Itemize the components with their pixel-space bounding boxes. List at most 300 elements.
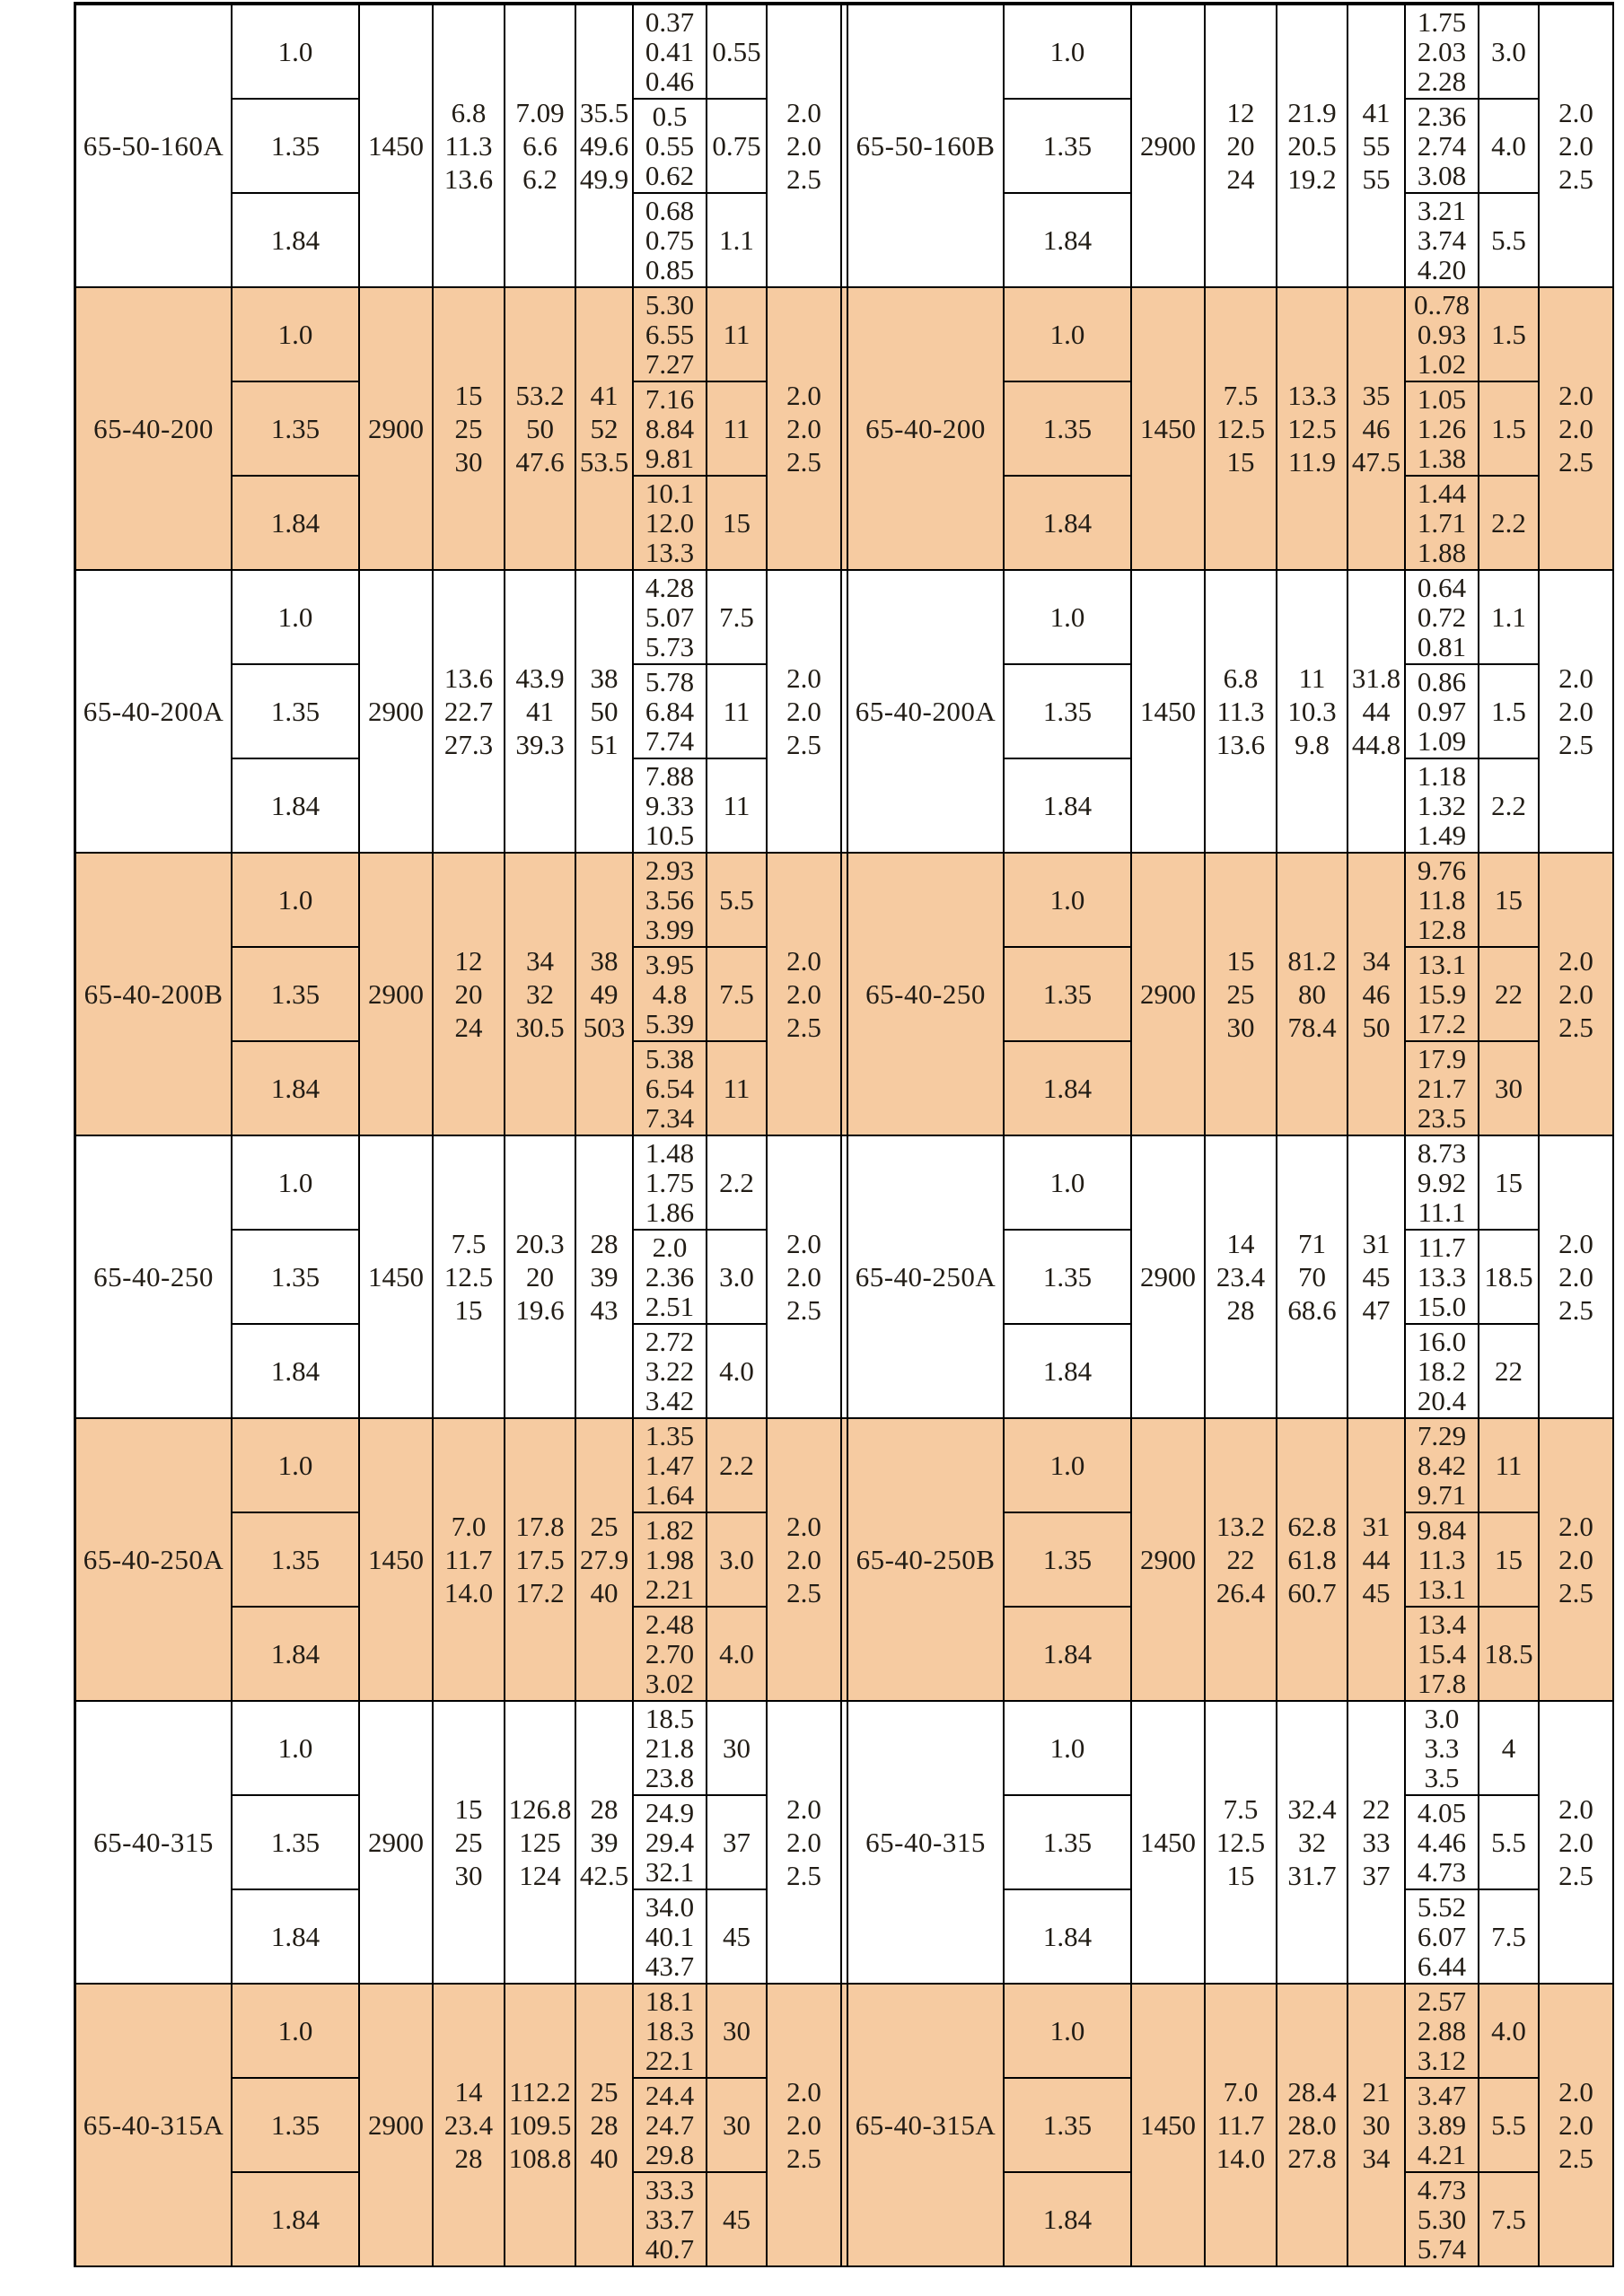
- power-value: 2.93: [645, 854, 695, 886]
- power-value: 17.2: [1417, 1008, 1467, 1039]
- power-cell: [634, 759, 707, 854]
- model-cell: 65-50-160A: [76, 5, 233, 288]
- eff-cell: [1348, 1136, 1406, 1419]
- power-value: 11.3: [1418, 1544, 1466, 1575]
- coeff-cell: 1.84: [233, 1325, 360, 1419]
- motor-cell: 18.5: [1479, 1608, 1540, 1702]
- npsh-value: 2.5: [786, 1012, 821, 1043]
- coeff-cell: 1.84: [1005, 2173, 1132, 2267]
- power-value: 2.57: [1417, 1985, 1467, 2017]
- npsh-value: 2.5: [786, 1577, 821, 1608]
- head-value: 12.5: [1287, 413, 1337, 444]
- power-cell: [1406, 1325, 1479, 1419]
- head-cell: [1277, 1419, 1348, 1702]
- flow-value: 20: [1226, 130, 1255, 162]
- power-value: 33.7: [645, 2204, 695, 2235]
- eff-value: 35: [1362, 380, 1391, 411]
- head-value: 27.8: [1287, 2143, 1337, 2174]
- power-value: 4.20: [1417, 254, 1467, 285]
- eff-cell: [576, 1702, 634, 1985]
- motor-cell: 45: [707, 1890, 768, 1985]
- npsh-value: 2.0: [786, 2076, 821, 2108]
- power-value: 0.5: [652, 101, 688, 132]
- flow-value: 11.7: [444, 1544, 493, 1575]
- npsh-value: 2.0: [1558, 1511, 1593, 1542]
- power-value: 33.3: [645, 2174, 695, 2205]
- eff-value: 46: [1362, 413, 1391, 444]
- power-value: 11.7: [1418, 1231, 1466, 1263]
- flow-value: 13.2: [1216, 1511, 1266, 1542]
- power-value: 7.29: [1417, 1420, 1467, 1451]
- motor-cell: 2.2: [707, 1136, 768, 1231]
- head-value: 32: [526, 978, 554, 1010]
- coeff-cell: 1.0: [233, 1419, 360, 1513]
- power-value: 4.21: [1417, 2139, 1467, 2170]
- flow-cell: [1206, 1136, 1277, 1419]
- eff-value: 39: [590, 1261, 619, 1293]
- power-value: 24.9: [645, 1797, 695, 1828]
- power-value: 3.22: [645, 1355, 695, 1387]
- npsh-value: 2.5: [786, 163, 821, 195]
- motor-cell: 3.0: [1479, 5, 1540, 100]
- eff-value: 38: [590, 662, 619, 694]
- power-value: 2.72: [645, 1326, 695, 1357]
- table-half-right: [848, 1136, 1614, 1419]
- motor-cell: 11: [707, 382, 768, 477]
- flow-value: 13.6: [443, 662, 494, 694]
- power-cell: [634, 2173, 707, 2267]
- motor-cell: 0.55: [707, 5, 768, 100]
- power-value: 1.02: [1417, 348, 1467, 380]
- power-value: 0.41: [645, 36, 695, 67]
- speed-cell: 2900: [1132, 1136, 1206, 1419]
- power-cell: [1406, 1985, 1479, 2079]
- flow-value: 7.0: [1223, 2076, 1259, 2108]
- table-row-group: [76, 1136, 1614, 1419]
- head-cell: [505, 1985, 576, 2267]
- eff-value: 50: [1362, 1012, 1391, 1043]
- power-value: 7.34: [645, 1102, 695, 1134]
- head-value: 20: [526, 1261, 554, 1293]
- model-cell: 65-40-250A: [848, 1136, 1005, 1419]
- flow-value: 28: [454, 2143, 483, 2174]
- head-value: 112.2: [509, 2076, 571, 2108]
- npsh-value: 2.0: [786, 978, 821, 1010]
- power-value: 12.0: [645, 507, 695, 539]
- power-value: 11.1: [1418, 1196, 1466, 1228]
- power-value: 7.88: [645, 760, 695, 792]
- npsh-value: 2.5: [1558, 2143, 1593, 2174]
- npsh-cell: [1540, 1136, 1614, 1419]
- npsh-value: 2.0: [786, 1511, 821, 1542]
- coeff-cell: 1.84: [1005, 1608, 1132, 1702]
- motor-cell: 11: [1479, 1419, 1540, 1513]
- motor-cell: 5.5: [707, 854, 768, 948]
- npsh-value: 2.0: [1558, 1228, 1593, 1259]
- power-value: 10.1: [645, 478, 695, 509]
- power-value: 3.42: [645, 1385, 695, 1416]
- power-value: 1.75: [1417, 6, 1467, 38]
- npsh-cell: [1540, 1702, 1614, 1985]
- flow-value: 20: [454, 978, 483, 1010]
- flow-cell: [434, 854, 505, 1136]
- power-value: 1.88: [1417, 537, 1467, 568]
- power-cell: [1406, 759, 1479, 854]
- power-value: 9.71: [1417, 1479, 1467, 1511]
- eff-value: 49.9: [579, 163, 629, 195]
- power-value: 5.30: [645, 289, 695, 320]
- head-value: 78.4: [1287, 1012, 1337, 1043]
- eff-cell: [576, 1985, 634, 2267]
- coeff-cell: 1.84: [233, 759, 360, 854]
- flow-value: 24: [454, 1012, 483, 1043]
- power-value: 3.3: [1424, 1732, 1460, 1764]
- power-value: 0.97: [1417, 696, 1467, 727]
- power-value: 1.82: [645, 1514, 695, 1546]
- power-value: 15.9: [1417, 978, 1467, 1010]
- power-value: 1.18: [1417, 760, 1467, 792]
- motor-cell: 11: [707, 1042, 768, 1136]
- power-value: 4.46: [1417, 1827, 1467, 1858]
- flow-value: 22.7: [443, 696, 494, 727]
- motor-cell: 2.2: [707, 1419, 768, 1513]
- flow-value: 7.5: [1223, 380, 1259, 411]
- head-value: 13.3: [1287, 380, 1337, 411]
- coeff-cell: 1.0: [1005, 854, 1132, 948]
- power-value: 4.28: [645, 572, 695, 603]
- power-cell: [1406, 477, 1479, 571]
- coeff-cell: 1.0: [233, 571, 360, 665]
- power-cell: [1406, 571, 1479, 665]
- eff-value: 21: [1362, 2076, 1391, 2108]
- eff-value: 28: [590, 1228, 619, 1259]
- motor-cell: 1.1: [1479, 571, 1540, 665]
- head-cell: [1277, 288, 1348, 571]
- head-value: 109.5: [508, 2109, 572, 2141]
- motor-cell: 30: [707, 1985, 768, 2079]
- speed-cell: 1450: [360, 1419, 434, 1702]
- head-value: 80: [1298, 978, 1326, 1010]
- npsh-value: 2.0: [1558, 1544, 1593, 1575]
- table-half-left: [76, 1985, 842, 2267]
- speed-cell: 1450: [1132, 1702, 1206, 1985]
- model-cell: 65-40-200: [76, 288, 233, 571]
- power-value: 6.07: [1417, 1921, 1467, 1952]
- power-value: 24.4: [645, 2080, 695, 2111]
- power-value: 23.8: [645, 1762, 695, 1793]
- eff-cell: [1348, 5, 1406, 288]
- power-value: 9.81: [645, 443, 695, 474]
- table-half-left: [76, 854, 842, 1136]
- eff-cell: [1348, 854, 1406, 1136]
- table-half-left: [76, 1702, 842, 1985]
- eff-value: 42.5: [579, 1860, 629, 1891]
- flow-value: 25: [454, 413, 483, 444]
- coeff-cell: 1.0: [1005, 5, 1132, 100]
- motor-cell: 15: [1479, 1513, 1540, 1608]
- model-cell: 65-40-250: [76, 1136, 233, 1419]
- motor-cell: 22: [1479, 1325, 1540, 1419]
- coeff-cell: 1.84: [233, 1042, 360, 1136]
- eff-cell: [1348, 288, 1406, 571]
- model-cell: 65-40-250B: [848, 1419, 1005, 1702]
- head-value: 50: [526, 413, 554, 444]
- npsh-cell: [1540, 5, 1614, 288]
- npsh-cell: [768, 1985, 842, 2267]
- npsh-value: 2.5: [1558, 729, 1593, 760]
- power-value: 5.30: [1417, 2204, 1467, 2235]
- power-cell: [634, 1231, 707, 1325]
- power-value: 6.44: [1417, 1950, 1467, 1982]
- flow-value: 15: [1226, 446, 1255, 478]
- speed-cell: 2900: [360, 854, 434, 1136]
- head-cell: [1277, 1702, 1348, 1985]
- power-value: 1.38: [1417, 443, 1467, 474]
- motor-cell: 15: [1479, 854, 1540, 948]
- eff-value: 44: [1362, 696, 1391, 727]
- power-cell: [634, 1513, 707, 1608]
- eff-value: 40: [590, 2143, 619, 2174]
- flow-value: 11.3: [1216, 696, 1265, 727]
- head-value: 81.2: [1287, 945, 1337, 977]
- power-cell: [634, 854, 707, 948]
- eff-value: 31: [1362, 1511, 1391, 1542]
- coeff-cell: 1.35: [233, 382, 360, 477]
- eff-value: 30: [1362, 2109, 1391, 2141]
- coeff-cell: 1.0: [233, 1136, 360, 1231]
- coeff-cell: 1.35: [1005, 382, 1132, 477]
- head-value: 108.8: [508, 2143, 572, 2174]
- speed-cell: 1450: [1132, 571, 1206, 854]
- motor-cell: 37: [707, 1796, 768, 1890]
- power-value: 1.64: [645, 1479, 695, 1511]
- power-value: 23.5: [1417, 1102, 1467, 1134]
- power-cell: [1406, 194, 1479, 288]
- power-value: 6.55: [645, 319, 695, 350]
- flow-value: 25: [1226, 978, 1255, 1010]
- pump-performance-table: [74, 2, 1614, 2267]
- model-cell: 65-40-315A: [848, 1985, 1005, 2267]
- power-cell: [1406, 1890, 1479, 1985]
- flow-cell: [1206, 1985, 1277, 2267]
- flow-value: 30: [454, 446, 483, 478]
- power-value: 1.75: [645, 1167, 695, 1198]
- npsh-cell: [768, 5, 842, 288]
- npsh-value: 2.5: [786, 1860, 821, 1891]
- motor-cell: 4: [1479, 1702, 1540, 1796]
- power-cell: [634, 5, 707, 100]
- head-value: 6.6: [522, 130, 557, 162]
- power-value: 4.8: [652, 978, 688, 1010]
- eff-value: 44: [1362, 1544, 1391, 1575]
- power-cell: [1406, 1419, 1479, 1513]
- motor-cell: 1.5: [1479, 288, 1540, 382]
- power-value: 18.2: [1417, 1355, 1467, 1387]
- coeff-cell: 1.35: [1005, 1231, 1132, 1325]
- model-cell: 65-40-200A: [848, 571, 1005, 854]
- eff-value: 55: [1362, 130, 1391, 162]
- eff-value: 37: [1362, 1860, 1391, 1891]
- motor-cell: 2.2: [1479, 759, 1540, 854]
- head-value: 124: [519, 1860, 561, 1891]
- power-value: 3.74: [1417, 224, 1467, 256]
- motor-cell: 15: [707, 477, 768, 571]
- power-value: 5.39: [645, 1008, 695, 1039]
- flow-cell: [434, 1136, 505, 1419]
- head-cell: [1277, 5, 1348, 288]
- table-row-group: [76, 854, 1614, 1136]
- power-cell: [634, 665, 707, 759]
- eff-cell: [1348, 1702, 1406, 1985]
- npsh-cell: [1540, 854, 1614, 1136]
- eff-cell: [576, 854, 634, 1136]
- power-cell: [634, 1419, 707, 1513]
- motor-cell: 30: [1479, 1042, 1540, 1136]
- power-value: 40.1: [645, 1921, 695, 1952]
- head-value: 17.2: [515, 1577, 565, 1608]
- flow-cell: [1206, 288, 1277, 571]
- power-cell: [634, 382, 707, 477]
- eff-value: 47: [1362, 1294, 1391, 1326]
- eff-value: 53.5: [579, 446, 629, 478]
- power-value: 0.64: [1417, 572, 1467, 603]
- flow-value: 23.4: [1216, 1261, 1266, 1293]
- flow-value: 15: [454, 1793, 483, 1825]
- power-value: 0.75: [645, 224, 695, 256]
- power-value: 16.0: [1417, 1326, 1467, 1357]
- power-cell: [634, 1608, 707, 1702]
- motor-cell: 7.5: [707, 571, 768, 665]
- table-row-group: [76, 1702, 1614, 1985]
- power-cell: [634, 1325, 707, 1419]
- coeff-cell: 1.84: [233, 1890, 360, 1985]
- model-cell: 65-40-250A: [76, 1419, 233, 1702]
- power-value: 18.5: [645, 1703, 695, 1734]
- head-value: 11: [1298, 662, 1326, 694]
- flow-value: 22: [1226, 1544, 1255, 1575]
- power-value: 29.8: [645, 2139, 695, 2170]
- speed-cell: 2900: [1132, 5, 1206, 288]
- power-value: 2.36: [1417, 101, 1467, 132]
- npsh-value: 2.0: [786, 97, 821, 128]
- half-divider: [842, 1419, 848, 1702]
- half-divider: [842, 1136, 848, 1419]
- flow-value: 7.5: [1223, 1793, 1259, 1825]
- speed-cell: 2900: [1132, 854, 1206, 1136]
- npsh-value: 2.0: [786, 130, 821, 162]
- npsh-value: 2.0: [1558, 2109, 1593, 2141]
- head-value: 31.7: [1287, 1860, 1337, 1891]
- flow-cell: [434, 571, 505, 854]
- flow-value: 12.5: [1216, 1827, 1266, 1858]
- power-value: 2.36: [645, 1261, 695, 1293]
- eff-value: 34: [1362, 945, 1391, 977]
- table-half-left: [76, 571, 842, 854]
- power-value: 0.37: [645, 6, 695, 38]
- eff-value: 27.9: [579, 1544, 629, 1575]
- power-value: 3.5: [1424, 1762, 1460, 1793]
- power-value: 17.8: [1417, 1668, 1467, 1699]
- eff-value: 22: [1362, 1793, 1391, 1825]
- model-cell: 65-40-315: [76, 1702, 233, 1985]
- power-value: 2.28: [1417, 66, 1467, 97]
- coeff-cell: 1.35: [1005, 2079, 1132, 2173]
- eff-cell: [576, 288, 634, 571]
- eff-value: 33: [1362, 1827, 1391, 1858]
- head-value: 68.6: [1287, 1294, 1337, 1326]
- coeff-cell: 1.0: [1005, 1419, 1132, 1513]
- head-value: 71: [1298, 1228, 1326, 1259]
- npsh-value: 2.0: [1558, 413, 1593, 444]
- power-cell: [1406, 382, 1479, 477]
- power-value: 5.52: [1417, 1891, 1467, 1923]
- npsh-value: 2.5: [786, 1294, 821, 1326]
- head-value: 19.6: [515, 1294, 565, 1326]
- flow-cell: [434, 5, 505, 288]
- npsh-cell: [1540, 1419, 1614, 1702]
- head-cell: [505, 288, 576, 571]
- coeff-cell: 1.35: [1005, 100, 1132, 194]
- motor-cell: 18.5: [1479, 1231, 1540, 1325]
- power-value: 2.21: [645, 1573, 695, 1605]
- power-value: 1.48: [645, 1137, 695, 1169]
- coeff-cell: 1.35: [1005, 948, 1132, 1042]
- power-value: 1.71: [1417, 507, 1467, 539]
- motor-cell: 15: [1479, 1136, 1540, 1231]
- speed-cell: 1450: [1132, 288, 1206, 571]
- flow-value: 27.3: [443, 729, 494, 760]
- flow-value: 12: [1226, 97, 1255, 128]
- eff-value: 49.6: [579, 130, 629, 162]
- eff-value: 43: [590, 1294, 619, 1326]
- motor-cell: 2.2: [1479, 477, 1540, 571]
- coeff-cell: 1.0: [233, 5, 360, 100]
- power-value: 3.12: [1417, 2045, 1467, 2076]
- motor-cell: 11: [707, 759, 768, 854]
- power-value: 2.51: [645, 1291, 695, 1322]
- eff-value: 45: [1362, 1261, 1391, 1293]
- power-cell: [634, 1985, 707, 2079]
- npsh-value: 2.0: [786, 2109, 821, 2141]
- npsh-value: 2.0: [1558, 696, 1593, 727]
- eff-value: 31.8: [1351, 662, 1401, 694]
- coeff-cell: 1.0: [233, 854, 360, 948]
- power-value: 0.85: [645, 254, 695, 285]
- eff-value: 31: [1362, 1228, 1391, 1259]
- model-cell: 65-40-315A: [76, 1985, 233, 2267]
- coeff-cell: 1.84: [233, 1608, 360, 1702]
- model-cell: 65-50-160B: [848, 5, 1005, 288]
- npsh-value: 2.5: [1558, 163, 1593, 195]
- power-value: 13.1: [1417, 949, 1467, 980]
- coeff-cell: 1.84: [233, 2173, 360, 2267]
- power-cell: [634, 2079, 707, 2173]
- flow-cell: [1206, 1702, 1277, 1985]
- table-half-right: [848, 288, 1614, 571]
- eff-value: 45: [1362, 1577, 1391, 1608]
- flow-value: 12.5: [443, 1261, 494, 1293]
- head-cell: [505, 1702, 576, 1985]
- npsh-cell: [768, 288, 842, 571]
- power-value: 17.9: [1417, 1043, 1467, 1074]
- head-cell: [1277, 1985, 1348, 2267]
- eff-value: 34: [1362, 2143, 1391, 2174]
- coeff-cell: 1.35: [233, 2079, 360, 2173]
- head-value: 32: [1298, 1827, 1326, 1858]
- half-divider: [842, 854, 848, 1136]
- power-value: 2.74: [1417, 130, 1467, 162]
- coeff-cell: 1.35: [233, 1796, 360, 1890]
